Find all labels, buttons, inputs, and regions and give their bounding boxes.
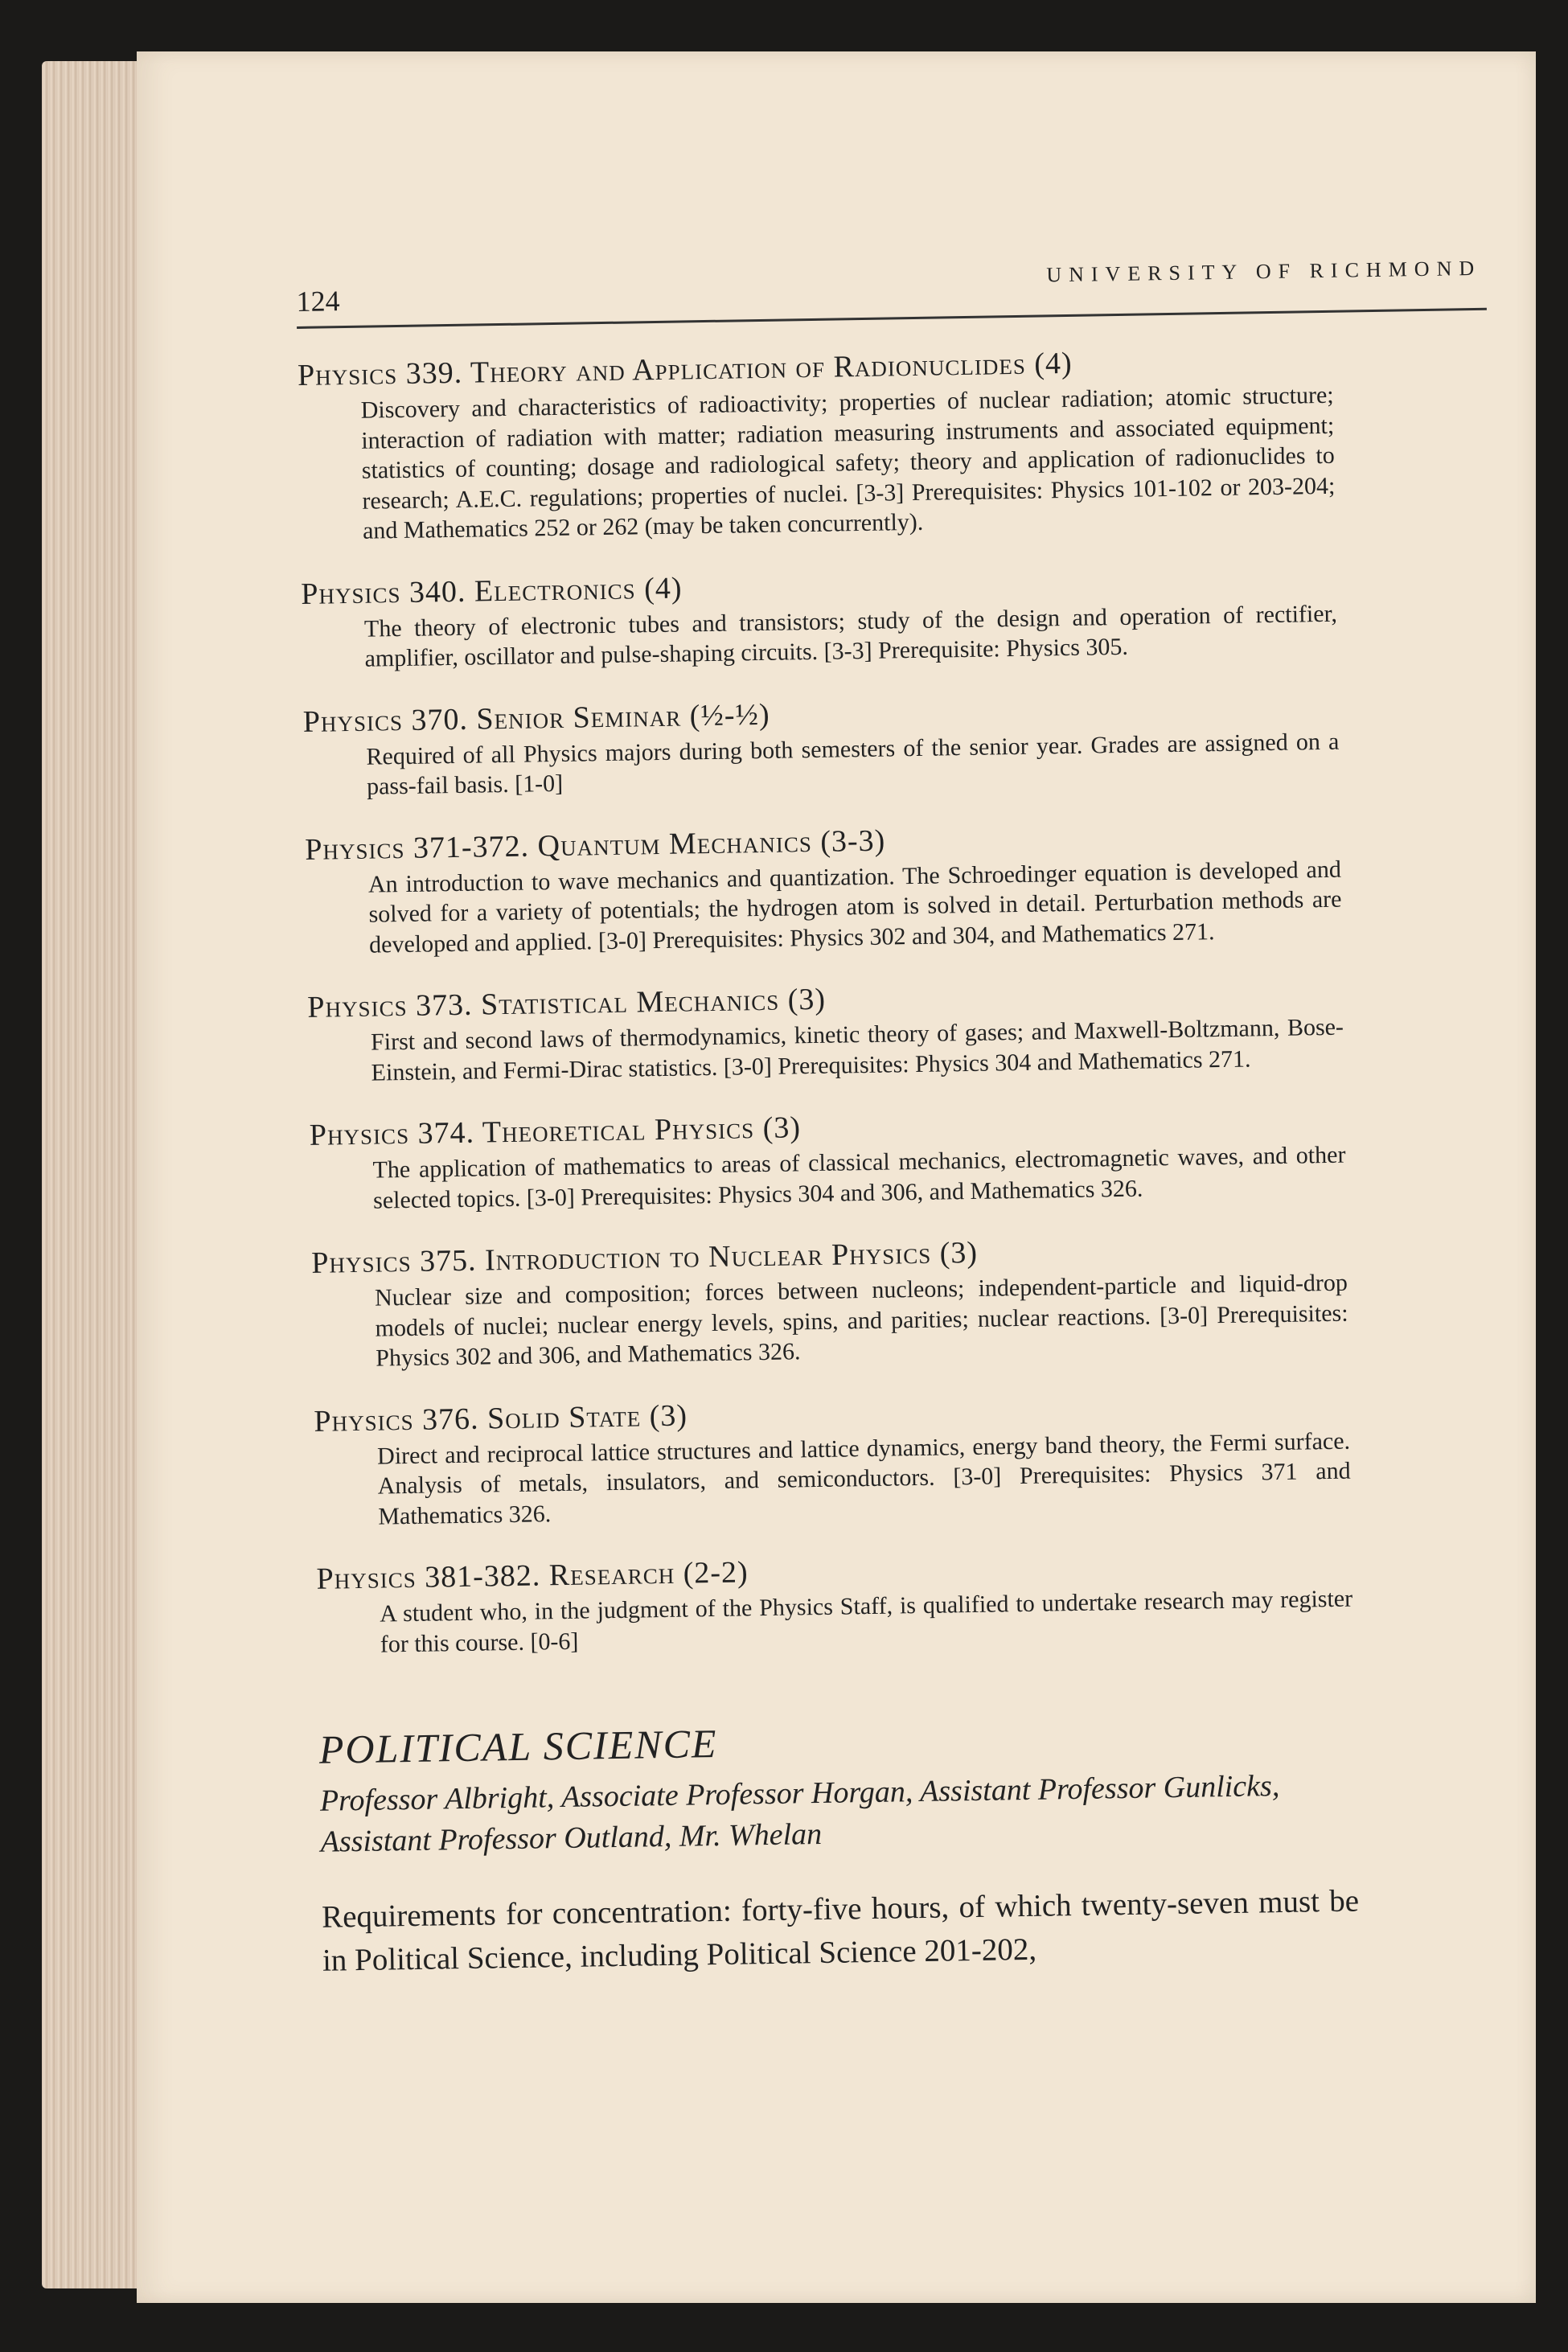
course-title: Physics 340. Electronics (4) [300,571,683,611]
course-description: Required of all Physics majors during both semesters of the senior year. Grades are assigned on a pass-fail basis. [1-0] [366,728,1340,800]
course-title: Physics 376. Solid State (3) [314,1398,688,1439]
course-description: The theory of electronic tubes and transistors; study of the design and operation of rectifier, amplifier, oscillator and pulse-shaping circuits. [3-3] Prerequisite: Physics 305. [363,600,1338,672]
department-title: POLITICAL SCIENCE [318,1720,718,1772]
course-description: Discovery and characteristics of radioactivity; properties of nuclear radiation; atomic structure; interaction of radiation with matter; radiation measuring instruments and associated equipment; statistics of counting; dosage and radiological safety; theory and application of radionuclides to research; A.E.C. regulations; properties of nuclei. [3-3] Prerequisites: Physics 101-102 or 203-204; and Mathematics 252 or 262 (may be taken concurrently). [360,381,1336,544]
course-description: The application of mathematics to areas of classical mechanics, electromagnetic waves, and other selected topics. [3-0] Prerequisites: Physics 304 and 306, and Mathematics 326. [372,1141,1346,1214]
course-entry [316,1543,1500,1660]
concentration-requirements: Requirements for concentration: forty-five hours, of which twenty-seven must be in Political Science, including Political Science 201-202, [321,1883,1360,1978]
course-entry [298,339,1483,548]
page-number: 124 [296,285,340,318]
course-entry [305,813,1488,961]
page-content [296,253,1504,1984]
course-entry [310,1099,1493,1217]
course-description: An introduction to wave mechanics and quantization. The Schroedinger equation is developed and solved for a variety of potentials; the hydrogen atom is solved in detail. Perturbation methods are developed and applied. [3-0] Prerequisites: Physics 302 and 304, and Mathematics 271. [367,856,1342,958]
course-entry [307,971,1491,1089]
course-description: First and second laws of thermodynamics, kinetic theory of gases; and Maxwell-Boltzmann, Bose-Einstein, and Fermi-Dirac statistics. [3-0] Prerequisites: Physics 304 and Mathematics 271. [370,1013,1344,1086]
course-title: Physics 370. Senior Seminar (½-½) [302,697,770,739]
course-title: Physics 373. Statistical Mechanics (3) [307,982,827,1024]
course-entry [301,557,1484,675]
department-faculty: Professor Albright, Associate Professor Horgan, Assistant Professor Gunlicks, Assistant Professor Outland, Mr. Whelan [319,1769,1280,1860]
course-description: Nuclear size and composition; forces between nucleons; independent-particle and liquid-drop models of nuclei; nuclear energy levels, spins, and parities; nuclear reactions. [3-0] Prerequisites: Physics 302 and 306, and Mathematics 326. [374,1269,1348,1372]
course-entry [311,1227,1495,1375]
course-title: Physics 339. Theory and Application of Radionuclides (4) [297,346,1073,392]
course-title: Physics 381-382. Research (2-2) [316,1555,749,1596]
course-title: Physics 375. Introduction to Nuclear Physics (3) [311,1235,979,1280]
course-description: Direct and reciprocal lattice structures and lattice dynamics, energy band theory, the Fermi surface. Analysis of metals, insulators, and semiconductors. [3-0] Prerequisites: Physics 371 and Mathematics 326. [376,1427,1351,1530]
course-entry [302,685,1486,802]
course-description: A student who, in the judgment of the Physics Staff, is qualified to undertake research may register for this course. [0-6] [379,1585,1353,1658]
course-entry [314,1385,1497,1533]
course-title: Physics 374. Theoretical Physics (3) [309,1110,802,1152]
running-head: UNIVERSITY OF RICHMOND [1046,256,1482,287]
course-title: Physics 371-372. Quantum Mechanics (3-3) [304,823,886,867]
